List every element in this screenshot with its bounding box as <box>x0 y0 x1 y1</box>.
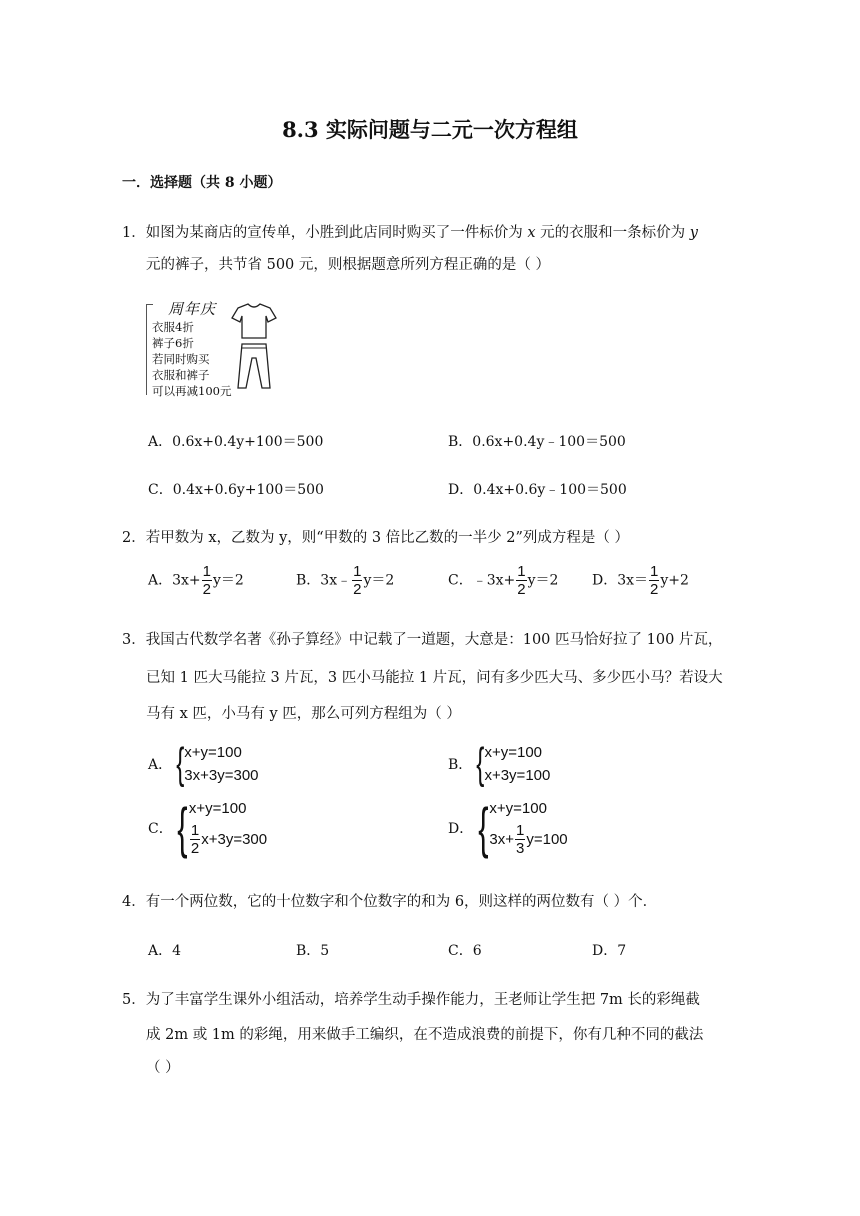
equation-system: { x+y=100 $\frac{1}{2}$ x+3y=300 <box>177 796 268 859</box>
q2-option-c: C．﹣3x+ $\frac{1}{2}$ y＝2 <box>448 563 559 598</box>
q3-option-d: D． { x+y=100 3x+ $\frac{1}{3}$ y=100 <box>448 796 568 859</box>
q2-option-d: D．3x＝ $\frac{1}{2}$ y+2 <box>592 563 689 598</box>
q2-text: 2．若甲数为 x，乙数为 y，则“甲数的 3 倍比乙数的一半少 2”列成方程是（ ） <box>122 530 630 546</box>
fraction: $\frac{1}{2}$ <box>202 563 212 598</box>
fraction: $\frac{1}{2}$ <box>650 563 659 598</box>
promo-line: 衣服和裤子 <box>152 368 210 382</box>
fraction: $\frac{1}{3}$ <box>516 822 525 857</box>
q3-text-line3: 马有 x 匹，小马有 y 匹，那么可列方程组为（ ） <box>146 706 461 722</box>
q1-option-a: A．0.6x+0.4y+100＝500 <box>148 434 324 450</box>
q3-option-a: A． { x+y=100 3x+3y=300 <box>148 739 259 788</box>
q4-option-a: A．4 <box>148 943 182 959</box>
promo-heading: 周年庆 <box>168 300 217 318</box>
q5-text-line1: 5．为了丰富学生课外小组活动，培养学生动手操作能力，王老师让学生把 7m 长的彩绳截 <box>122 992 700 1008</box>
section-heading: 一．选择题（共 8 小题） <box>122 175 282 191</box>
promo-line: 裤子6折 <box>152 336 194 350</box>
promo-line: 可以再减100元 <box>152 384 232 398</box>
q1-option-c: C．0.4x+0.6y+100＝500 <box>148 482 324 498</box>
shirt-and-pants-icon <box>230 302 278 394</box>
q4-option-c: C．6 <box>448 943 482 959</box>
q1-option-b: B．0.6x+0.4y﹣100＝500 <box>448 434 626 450</box>
equation-system: { x+y=100 3x+ $\frac{1}{3}$ y=100 <box>477 796 568 859</box>
q4-option-b: B．5 <box>296 943 330 959</box>
page-title: 8.3 实际问题与二元一次方程组 <box>282 117 578 142</box>
fraction: $\frac{1}{2}$ <box>353 563 362 598</box>
q5-text-line2: 成 2m 或 1m 的彩绳，用来做手工编织，在不造成浪费的前提下，你有几种不同的截法 <box>146 1027 704 1043</box>
q5-text-line3: （ ） <box>146 1060 180 1076</box>
fraction: $\frac{1}{2}$ <box>190 822 200 857</box>
fraction: $\frac{1}{2}$ <box>517 563 526 598</box>
q3-option-b: B． { x+y=100 x+3y=100 <box>448 739 551 788</box>
promo-line: 衣服4折 <box>152 320 194 334</box>
q1-option-d: D．0.4x+0.6y﹣100＝500 <box>448 482 627 498</box>
equation-system: { x+y=100 3x+3y=300 <box>175 739 259 788</box>
q2-option-b: B．3x﹣ $\frac{1}{2}$ y＝2 <box>296 563 395 598</box>
q3-option-c: C． { x+y=100 $\frac{1}{2}$ x+3y=300 <box>148 796 268 859</box>
q4-option-d: D．7 <box>592 943 627 959</box>
q1-text-line2: 元的裤子，共节省 500 元，则根据题意所列方程正确的是（ ） <box>146 257 551 273</box>
q3-text-line2: 已知 1 匹大马能拉 3 片瓦，3 匹小马能拉 1 片瓦，问有多少匹大马、多少匹小马？若设大 <box>146 670 723 686</box>
q3-text-line1: 3．我国古代数学名著《孙子算经》中记载了一道题，大意是：100 匹马恰好拉了 100 片瓦， <box>122 632 723 648</box>
q1-text-line1: 1．如图为某商店的宣传单，小胜到此店同时购买了一件标价为 x 元的衣服和一条标价为 y <box>122 225 698 241</box>
promo-line: 若同时购买 <box>152 352 210 366</box>
equation-system: { x+y=100 x+3y=100 <box>476 739 551 788</box>
q4-text: 4．有一个两位数，它的十位数字和个位数字的和为 6，则这样的两位数有（ ）个． <box>122 894 658 910</box>
q2-option-a: A．3x+ $\frac{1}{2}$ y＝2 <box>148 563 244 598</box>
promo-flyer-image <box>140 296 280 400</box>
